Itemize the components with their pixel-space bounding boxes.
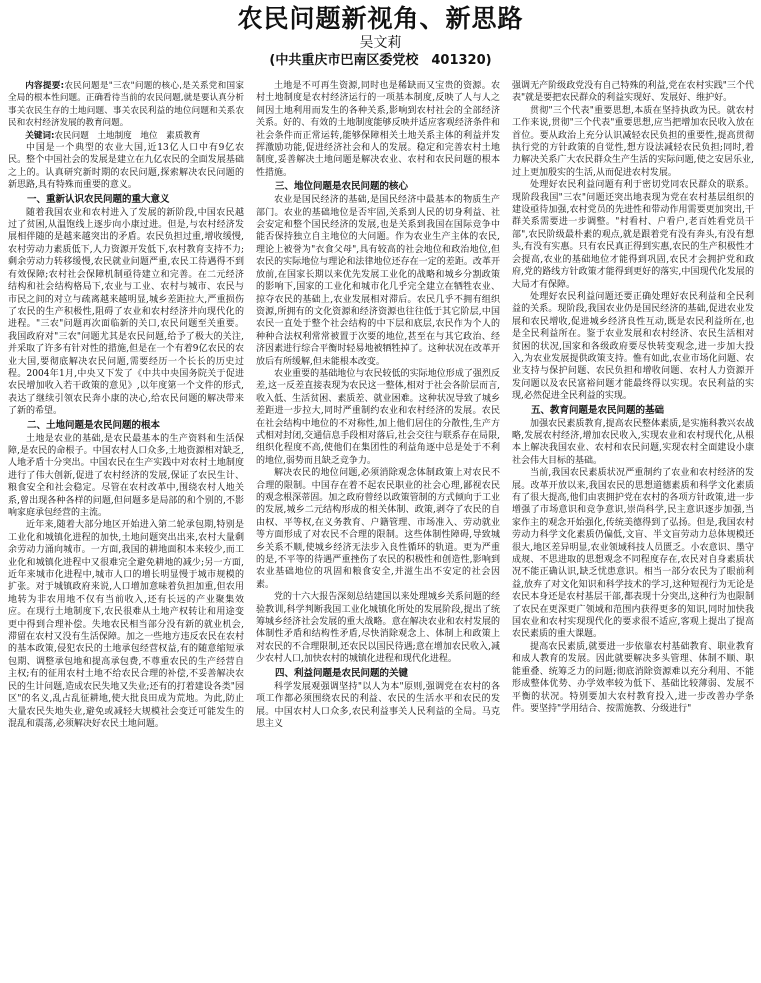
- paragraph: 提高农民素质,就要进一步依靠农村基础教育、职业教育和成人教育的发展。因此就要解决多头管理、体制不顺、职能重叠、统筹乏力的问题;彻底消除资源难以充分利用、不能形成整体优势、办学效率较为低下、基础比较薄弱、发展不平衡的状况。特别要加大农村教育投入,进一步改善办学条件。要坚持"学用结合、按需施教、分级进行": [512, 641, 754, 714]
- abstract-text: 农民问题是"三农"问题的核心,是关系党和国家全局的根本性问题。正确看待当前的农民问题,就是要认真分析事关农民生存的土地问题、事关农民利益的地位问题和关系农民和农村经济发展的教育问题。: [8, 81, 244, 129]
- paragraph: 当前,我国农民素质状况严重制约了农业和农村经济的发展。改革开放以来,我国农民的思想道德素质和科学文化素质有了很大提高,他们由衷拥护党在农村的各项方针政策,进一步增强了市场意识和竞争意识,崇尚科学,民主意识逐步加强,当家作主的观念开始强化,传统美德得到了弘扬。但是,我国农村劳动力科学文化素质仍偏低,文盲、半文盲劳动力总体规模还很大,地区差异明显,农业领域科技人员匮乏。小农意识、墨守成规、不思进取的思想观念不同程度存在,农民对自身素质状况不能正确认识,缺乏忧患意识。相当一部分农民为了眼前利益,放弃了对文化知识和科学技术的学习,这种短视行为无论是农民本身还是农村基层干部,都表现十分突出,这种行为也限制了农民在更深更广领域和范围内获得更多的知识,同时加快我国农业和农村实现现代化的要求很不适应,客观上提出了提高农民素质的重大课题。: [512, 468, 754, 640]
- section-heading-4: 四、利益问题是农民问题的关键: [275, 667, 409, 679]
- article-title: 农民问题新视角、新思路: [237, 4, 524, 33]
- paragraph: 处理好农民利益问题有利于密切党同农民群众的联系。现阶段我国"三农"问题还突出地表现为党在农村基层组织的建设亟待加强,农村党员的先进性和带动作用需要更加突出,干群关系需要进一步调整。"村看村、户看户,老百姓看党员干部",农民阶级最朴素的观点,就是跟着党有没有奔头,有没有想头,有没有实惠。只有农民真正得到实惠,农民的生产积极性才会提高,农业的基础地位才能得到巩固,农民才会拥护党和政府,党的路线方针政策才能得到更好的落实,中国现代化发展的大局才有保障。: [512, 180, 754, 290]
- section-heading-2: 二、土地问题是农民问题的根本: [27, 419, 161, 431]
- keywords: [8, 130, 244, 142]
- paragraph: 解决农民的地位问题,必须消除观念体制政策上对农民不合理的限制。中国存在着不起农民职业的社会心理,鄙视农民的观念根深蒂固。加之政府曾经以政策管制的方式倾向于工业的发展,城乡二元结构形成的相关体制、政策,剥夺了农民的自由权、平等权,在义务教育、户籍管理、市场准入、劳动就业等方面形成了对农民不合理的限制。这些体制性障碍,导致城乡关系不顺,使城乡经济无法步入良性循环的轨道。更为严重的是,不平等的待遇严重挫伤了农民的积极性和创造性,影响到农业基础地位的巩固和粮食安全,并滋生出不安定的社会因素。: [256, 468, 500, 590]
- abstract: [8, 80, 244, 130]
- paragraph: 党的十六大报告深刻总结建国以来处理城乡关系问题的经验教训,科学判断我国工业化城镇化所处的发展阶段,提出了统筹城乡经济社会发展的重大战略。意在解决农业和农村发展的体制性矛盾和结构性矛盾,尽快消除观念上、体制上和政策上对农民的不合理限制,还农民以国民待遇;意在增加农民收入,减少农村人口,加快农村的城镇化进程和现代化进程。: [256, 592, 500, 665]
- section-heading-3: 三、地位问题是农民问题的核心: [275, 181, 409, 193]
- paragraph: 强调无产阶级政党没有自己特殊的利益,党在农村实践"三个代表"就是要把农民群众的利益实现好、发展好、维护好。: [512, 81, 754, 104]
- column-1: [8, 80, 244, 980]
- paragraph: 土地是不可再生资源,同时也是稀缺而又宝贵的资源。农村土地制度是农村经济运行的一项基本制度,反映了人与人之间因土地利用而发生的各种关系,影响到农村社会的全部经济关系。好的、有效的土地制度能够反映并适应客观经济条件和社会条件而正常运转,能够保障相关土地关系主体的利益并发挥激励功能,促进经济社会和人的发展。稳定和完善农村土地制度,妥善解决土地问题是解决农业、农村和农民问题的根本性措施。: [256, 81, 500, 178]
- abstract-label: 内容提要:: [25, 81, 65, 91]
- column-2: [256, 80, 500, 980]
- paragraph: 农业是国民经济的基础,是国民经济中最基本的物质生产部门。农业的基础地位是否牢固,关系到人民的切身利益、社会安定和整个国民经济的发展,也是关系到我国在国际竞争中能否保持独立自主地位的大问题。作为农业生产主体的农民,理论上被誉为"衣食父母",具有较高的社会地位和政治地位,但农民的实际地位与理论和法律地位还存在一定的差距。改革开放前,在国家长期以来优先发展工业化的战略和城乡分割政策的影响下,国家的工业化和城市化几乎完全建立在牺牲农业、掠夺农民的基础上,农业发展相对滞后。农民几乎不拥有组织资源,所拥有的文化资源和经济资源也往往低于其它阶层,中国农民一直处于整个社会结构的中下层和底层,农民作为个人的种种合法权利常常被置于次要的地位,甚至在与其它政治、经济因素进行综合平衡时轻易地被牺牲掉了。这种状况在改革开放后有所缓解,但未能根本改变。: [256, 195, 500, 367]
- paragraph: 近年来,随着大部分地区开始进入第二轮承包期,特别是工业化和城镇化进程的加快,土地问题突出出来,农村大量剩余劳动力涌向城市。一方面,我国的耕地面积本来较少,而工业化和城镇化进程中又很难完全避免耕地的减少;另一方面,近年来城市化进程中,城市人口的增长明显慢于城市规模的扩张。对于城镇政府来说,人口增加意味着负担加重,但农用地转为非农用地不仅有当前收入,还有长远的产业聚集效应。在现行土地制度下,农民很难从土地产权转让和用途变更中得到合理补偿。失地农民相当部分没有新的就业机会,滞留在农村又没有生活保障。加之一些地方违反农民在农村的基本政策,侵犯农民的土地承包经营权益,有的随意缩短承包期、调整承包地和提高承包费,不尊重农民的生产经营自主权;有的征用农村土地不给农民合理的补偿,不妥善解决农民的生计问题,造成农民失地又失业;还有的打着建设各类"园区"的名义,乱占乱征耕地,使大批良田成为荒地。为此,防止大量农民失地失业,避免或减轻大规模社会变迁可能发生的混乱和震荡,必须解决好农民土地问题。: [8, 520, 244, 729]
- author-affiliation: (中共重庆市巴南区委党校 401320): [269, 53, 492, 68]
- paragraph: 科学发展观强调坚持"以人为本"原则,强调党在农村的各项工作都必须围绕农民的利益、农民的生活水平和农民的发展。中国农村人口众多,农民利益事关人民利益的全局。马克思主义: [256, 681, 500, 729]
- paragraph: 土地是农业的基础,是农民最基本的生产资料和生活保障,是农民的命根子。中国农村人口众多,土地资源相对缺乏,人地矛盾十分突出。中国农民在生产实践中对农村土地制度进行了伟大创新,促进了农村经济的发展,保证了农民生计、粮食安全和社会稳定。尽管在农村改革中,围绕农村人地关系,曾出现各种各样的问题,但问题多是局部的和个别的,不影响家庭承包经营的主流。: [8, 433, 244, 518]
- paragraph: 贯彻"三个代表"重要思想,本质在坚持执政为民。就农村工作来说,贯彻"三个代表"重要思想,应当把增加农民收入放在首位。要从政治上充分认识减轻农民负担的重要性,提高贯彻执行党的方针政策的自觉性,想方设法减轻农民负担;同时,着力解决关系广大农民群众生产生活的实际问题,使之安居乐业,过上更加殷实的生活,从而促进农村发展。: [512, 105, 754, 178]
- paragraph: 农业重要的基础地位与农民较低的实际地位形成了强烈反差,这一反差直接表现为农民这一整体,相对于社会各阶层而言,收入低、生活贫困、素质差、就业困难。这种状况导致了城乡差距进一步拉大,同时严重制约农业和农村经济的发展。农民在社会结构中地位的不对称性,加上他们居住的分散性,生产方式相对封闭,交通信息手段相对落后,社会交往与联系存在局限,组织化程度不高,使他们在集团性的利益角逐中总是处于不利的地位,弱势而且缺乏竞争力。: [256, 368, 500, 466]
- keywords-text: 农民问题 土地制度 地位 素质教育: [54, 130, 201, 141]
- author-name: 吴文莉: [359, 35, 402, 51]
- paragraph: 加强农民素质教育,提高农民整体素质,是实施科教兴农战略,发展农村经济,增加农民收入,实现农业和农村现代化,从根本上解决我国农业、农村和农民问题,实现农村全面建设小康社会伟大目标的基础。: [512, 418, 754, 466]
- paragraph: 随着我国农业和农村进入了发展的新阶段,中国农民越过了贫困,从温饱线上逐步向小康过进。但是,与农村经济发展相伴随的是越来越突出的矛盾。农民负担过重,增收缓慢,农村劳动力素质低下,人力资源开发低下,农村教育支持不力;剩余劳动力转移缓慢,农民就业问题严重,农民工待遇得不到有效保障;农村社会保障机制亟待建立和完善。在二元经济结构和社会结构格局下,农业与工业、农村与城市、农民与市民之间的对立与疏离越来越明显,城乡差距拉大,严重损伤了农民的生产积极性,阻碍了农业和农村经济并向现代化的进程。"三农"问题再次面临新的关口,农民问题至关重要。我国政府对"三农"问题尤其是农民问题,给予了极大的关注,并采取了许多有针对性的措施,但是在一个有着9亿农民的农业大国,要彻底解决农民问题,需要经历一个长长的历史过程。2004年1月,中央又下发了《中共中央国务院关于促进农民增加收入若干政策的意见》,以年度第一个文件的形式,表达了继续引领农民奔小康的决心,给农民问题的解决带来了新的希望。: [8, 207, 244, 417]
- paragraph: 处理好农民利益问题还要正确处理好农民利益和全民利益的关系。现阶段,我国农业仍是国民经济的基础,促进农业发展和农民增收,促进城乡经济良性互动,既是农民利益所在,也是全民利益所在。鉴于农业发展和农村经济、农民生活相对贫困的状况,国家和各级政府要尽快转变观念,进一步加大投入,为农业发展提供政策支持。惟有如此,农业市场化问题、农业支持与保护问题、农民负担和增收问题、农村人力资源开发问题以及农民富裕问题才能最终得以实现。农民利益的实现,必然促进全民利益的实现。: [512, 291, 754, 402]
- section-heading-1: 一、重新认识农民问题的重大意义: [27, 193, 170, 205]
- column-3: [512, 80, 754, 980]
- keywords-label: 关键词:: [25, 130, 55, 141]
- section-heading-5: 五、教育问题是农民问题的基础: [531, 404, 665, 416]
- paragraph: 中国是一个典型的农业大国,近13亿人口中有9亿农民。整个中国社会的发展是建立在九亿农民的全面发展基础之上的。认真研究新时期的农民问题,探索解决农民问题的新思路,具有特殊而重要的意义。: [8, 143, 244, 191]
